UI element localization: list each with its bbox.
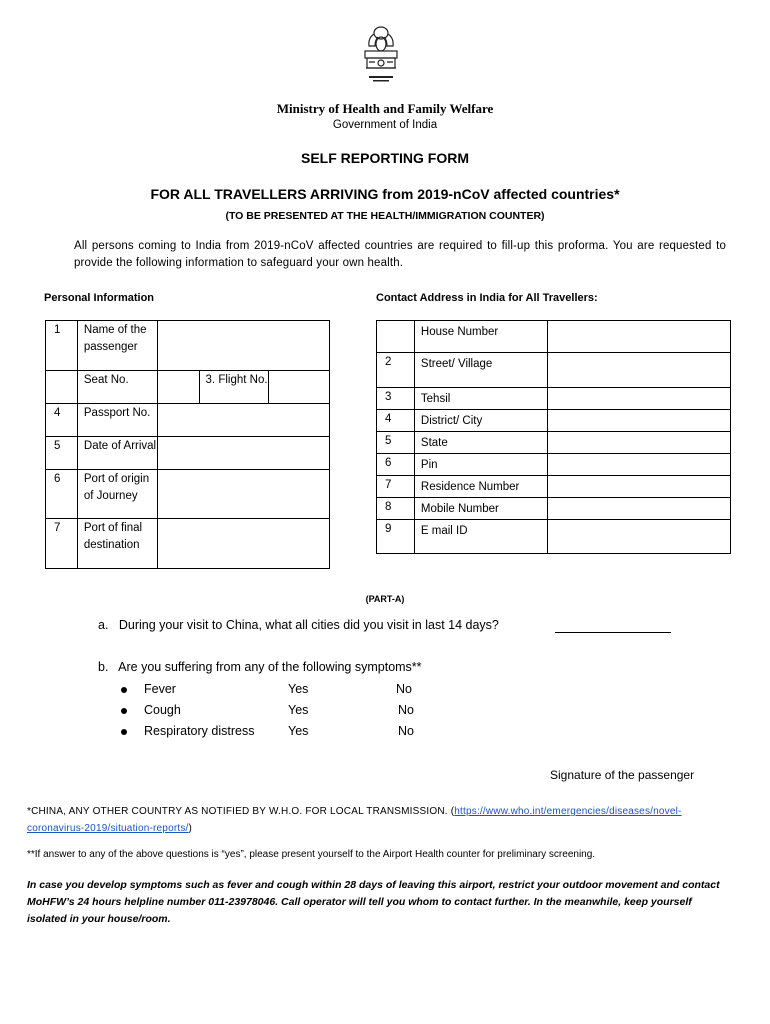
table-row [377,388,731,410]
row-number: 3 [377,388,415,410]
mobile-number-label: Mobile Number [414,498,547,520]
personal-info-heading: Personal Information [44,292,155,304]
table-row [46,519,330,569]
national-emblem-icon [355,24,407,88]
question-b: b. Are you suffering from any of the following symptoms** [98,660,422,674]
street-field[interactable] [547,353,730,388]
symptom-name: Cough [144,703,181,717]
row-number: 5 [377,432,415,454]
row-number [377,321,415,353]
table-row [46,371,330,404]
name-label: Name of the passenger [77,321,157,371]
seat-number-field[interactable] [157,371,199,404]
row-number: 5 [46,437,78,470]
symptom-no-option[interactable]: No [398,724,414,738]
mobile-number-field[interactable] [547,498,730,520]
district-label: District/ City [414,410,547,432]
origin-port-label: Port of origin of Journey [77,470,157,519]
table-row [377,432,731,454]
destination-port-label: Port of final destination [77,519,157,569]
origin-port-field[interactable] [157,470,329,519]
symptom-no-option[interactable]: No [396,682,412,696]
row-number: 6 [377,454,415,476]
who-situation-reports-link[interactable]: https://www.who.int/emergencies/diseases/novel-coronavirus-2019/situation-reports/ [27,806,682,834]
table-row [377,454,731,476]
symptom-yes-option[interactable]: Yes [288,703,309,717]
arrival-date-field[interactable] [157,437,329,470]
pin-label: Pin [414,454,547,476]
flight-label: 3. Flight No. [199,371,269,404]
table-row [377,353,731,388]
counter-note: (TO BE PRESENTED AT THE HEALTH/IMMIGRATION COUNTER) [225,210,545,222]
row-number: 8 [377,498,415,520]
row-number: 4 [377,410,415,432]
seat-label: Seat No. [77,371,157,404]
district-field[interactable] [547,410,730,432]
tehsil-label: Tehsil [414,388,547,410]
tehsil-field[interactable] [547,388,730,410]
arrival-date-label: Date of Arrival [77,437,157,470]
form-subtitle: FOR ALL TRAVELLERS ARRIVING from 2019-nCoV affected countries* [150,186,620,202]
house-number-field[interactable] [547,321,730,353]
destination-port-field[interactable] [157,519,329,569]
row-number: 7 [377,476,415,498]
personal-info-table [45,320,330,569]
table-row [377,498,731,520]
street-label: Street/ Village [414,353,547,388]
part-a-heading: (PART-A) [365,594,405,604]
house-number-label: House Number [414,321,547,353]
signature-label: Signature of the passenger [550,768,695,782]
contact-address-table [376,320,731,554]
row-number: 4 [46,404,78,437]
state-label: State [414,432,547,454]
contact-address-heading: Contact Address in India for All Travellers: [376,292,598,304]
table-row [377,520,731,554]
question-a: a. During your visit to China, what all cities did you visit in last 14 days? [98,618,499,632]
symptom-no-option[interactable]: No [398,703,414,717]
bullet-icon [121,687,127,693]
passenger-name-field[interactable] [157,321,329,371]
table-row [46,404,330,437]
symptom-yes-option[interactable]: Yes [288,724,309,738]
table-row [46,470,330,519]
state-field[interactable] [547,432,730,454]
ministry-name: Ministry of Health and Family Welfare [276,101,494,116]
row-number: 2 [377,353,415,388]
row-number: 9 [377,520,415,554]
symptom-name: Respiratory distress [144,724,255,738]
footnote-countries [27,803,727,837]
bullet-icon [121,708,127,714]
passport-number-field[interactable] [157,404,329,437]
footnote-text: *CHINA, ANY OTHER COUNTRY AS NOTIFIED BY W.H.O. FOR LOCAL TRANSMISSION. ( [27,806,455,817]
symptom-name: Fever [144,682,176,696]
form-title: SELF REPORTING FORM [301,150,469,166]
row-number: 7 [46,519,78,569]
residence-number-label: Residence Number [414,476,547,498]
row-number [46,371,78,404]
row-number: 6 [46,470,78,519]
row-number: 1 [46,321,78,371]
flight-number-field[interactable] [269,371,330,404]
email-field[interactable] [547,520,730,554]
footnote-close: ) [188,823,193,834]
footnote-yes-instruction: **If answer to any of the above questions is “yes”, please present yourself to the Airport Health counter for preliminary screening. [27,849,596,860]
government-name: Government of India [332,119,438,131]
table-row [46,321,330,371]
email-label: E mail ID [414,520,547,554]
intro-paragraph: All persons coming to India from 2019-nCoV affected countries are required to fill-up this proforma. You are requested to provide the following information to safeguard your own health. [74,240,726,269]
passport-label: Passport No. [77,404,157,437]
bullet-icon [121,729,127,735]
table-row [377,410,731,432]
table-row [46,437,330,470]
symptom-yes-option[interactable]: Yes [288,682,309,696]
pin-field[interactable] [547,454,730,476]
table-row [377,321,731,353]
table-row [377,476,731,498]
helpline-notice: In case you develop symptoms such as fever and cough within 28 days of leaving this airport, restrict your outdoor movement and contact MoHFW’s 24 hours helpline number 011-23978046. Call operator will tell you whom to contact further. In the meanwhile, keep yourself isolated in your house/room. [27,879,720,925]
residence-number-field[interactable] [547,476,730,498]
cities-answer-line[interactable] [555,632,671,633]
